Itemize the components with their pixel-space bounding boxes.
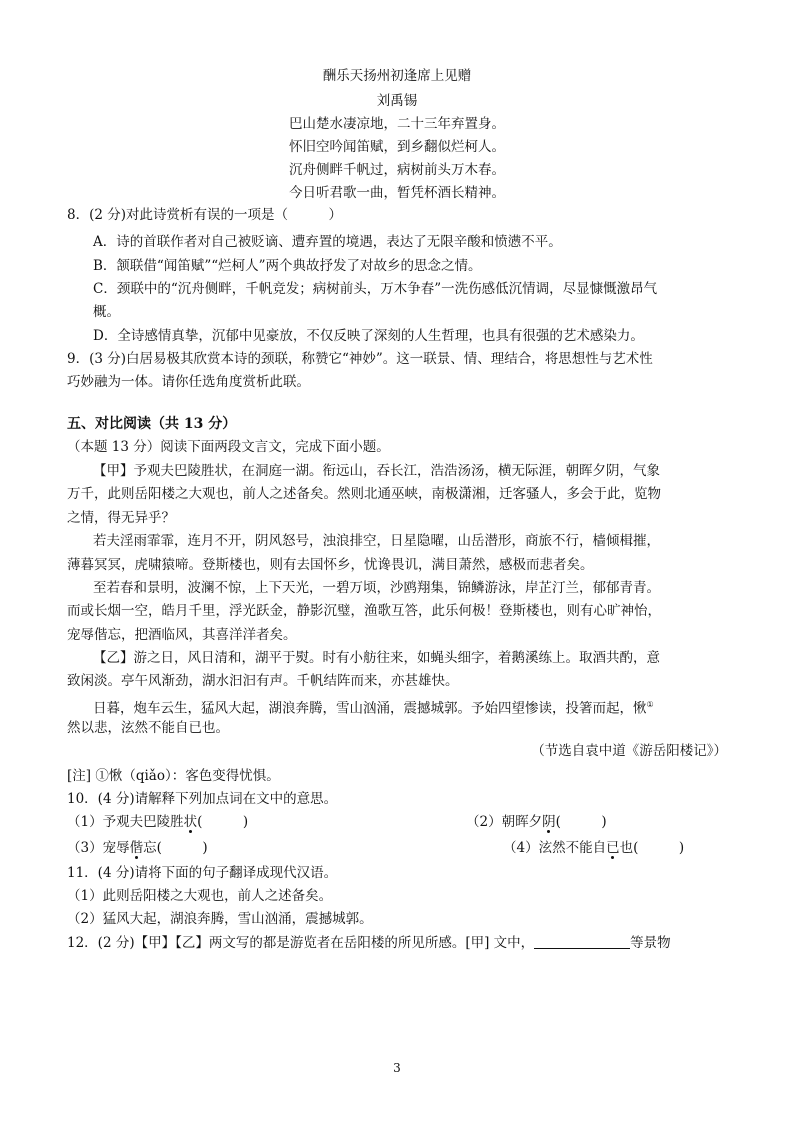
yi-text: 致闲淡。亭午风渐劲，湖水汩汩有声。千帆结阵而来，亦甚雄快。	[67, 673, 459, 689]
poem-author: 刘禹锡	[376, 93, 418, 109]
q10-item-2: （2）朝晖夕阴( )	[466, 814, 607, 830]
passage-source: （节选自袁中道《游岳阳楼记》）	[531, 743, 727, 759]
jia-text: 之情，得无异乎？	[67, 510, 175, 526]
jia-text: 若夫淫雨霏霏，连月不开，阴风怒号，浊浪排空，日星隐曜，山岳潜形，商旅不行，樯倾楫摧，	[93, 533, 660, 549]
poem-line: 巴山楚水凄凉地，二十三年弃置身。	[289, 116, 505, 132]
q10-item-4: （4）泫然不能自已也( )	[503, 840, 685, 856]
jia-text: 【甲】予观夫巴陵胜状，在洞庭一湖。衔远山，吞长江，浩浩汤汤，横无际涯，朝晖夕阴，气象	[93, 463, 660, 479]
q8-option-a: A．诗的首联作者对自己被贬谪、遭弃置的境遇，表达了无限辛酸和愤懑不平。	[93, 234, 562, 250]
dotted-char: 状	[183, 814, 198, 830]
page-number: 3	[393, 1061, 401, 1075]
q8-stem: 8．(2 分)对此诗赏析有误的一项是（ ）	[67, 207, 343, 223]
jia-text: 至若春和景明，波澜不惊，上下天光，一碧万顷，沙鸥翔集，锦鳞游泳，岸芷汀兰，郁郁青青。	[93, 580, 660, 596]
poem-line: 怀旧空吟闻笛赋，到乡翻似烂柯人。	[289, 139, 505, 155]
q8-option-b: B．颔联借“闻笛赋”“烂柯人”两个典故抒发了对故乡的思念之情。	[93, 258, 482, 274]
dotted-char: 阴	[542, 814, 556, 830]
jia-text: 万千，此则岳阳楼之大观也，前人之述备矣。然则北通巫峡，南极潇湘，迁客骚人，多会于此，览物	[67, 486, 661, 502]
q12-stem: 12．(2 分)【甲】【乙】两文写的都是游览者在岳阳楼的所见所感。[甲] 文中， 等景物	[67, 935, 671, 951]
q8-option-c-cont: 概。	[93, 304, 120, 320]
jia-text: 而或长烟一空，皓月千里，浮光跃金，静影沉璧，渔歌互答，此乐何极！登斯楼也，则有心旷神怡，	[67, 603, 661, 619]
poem-line: 沉舟侧畔千帆过，病树前头万木春。	[289, 162, 505, 178]
section-heading: 五、对比阅读（共 13 分）	[67, 416, 237, 432]
dotted-char: 偕	[129, 840, 144, 856]
q11-stem: 11．(4 分)请将下面的句子翻译成现代汉语。	[67, 865, 338, 881]
q10-item-1: （1）予观夫巴陵胜状( )	[67, 814, 249, 830]
q9-stem: 9．(3 分)白居易极其欣赏本诗的颈联，称赞它“神妙”。这一联景、情、理结合，将思想性与艺术性	[67, 351, 653, 367]
q11-sentence-2: （2）猛风大起，湖浪奔腾，雪山汹涌，震撼城郭。	[67, 911, 373, 927]
footnote-marker: ①	[646, 700, 654, 709]
q10-item-3: （3）宠辱偕忘( )	[67, 840, 208, 856]
q10-stem: 10．(4 分)请解释下列加点词在文中的意思。	[67, 791, 338, 807]
q8-option-d: D．全诗感情真挚，沉郁中见豪放，不仅反映了深刻的人生哲理，也具有很强的艺术感染力。	[93, 328, 644, 344]
answer-blank[interactable]	[534, 934, 630, 949]
footnote: [注] ①愀（qiǎo）：客色变得忧惧。	[67, 768, 280, 784]
yi-text: 【乙】游之日，风日清和，湖平于熨。时有小舫往来，如蝇头细字，着鹅溪练上。取酒共酌，意	[93, 650, 660, 666]
q8-option-c: C．颈联中的“沉舟侧畔，千帆竞发；病树前头，万木争春”一洗伤感低沉情调，尽显慷慨激昂气	[93, 281, 658, 297]
q9-stem-cont: 巧妙融为一体。请你任选角度赏析此联。	[67, 374, 310, 390]
poem-line: 今日听君歌一曲，暂凭杯酒长精神。	[289, 185, 505, 201]
yi-text: 然以悲，泫然不能自已也。	[67, 720, 229, 736]
yi-text: 日暮，炮车云生，猛风大起，湖浪奔腾，雪山汹涌，震撼城郭。予始四望惨读，投箸而起，愀①	[93, 700, 654, 717]
poem-title: 酬乐天扬州初逢席上见赠	[322, 68, 472, 84]
section-intro: （本题 13 分）阅读下面两段文言文，完成下面小题。	[67, 439, 390, 455]
dotted-char: 已	[606, 840, 620, 856]
jia-text: 宠辱偕忘，把酒临风，其喜洋洋者矣。	[67, 627, 297, 643]
jia-text: 薄暮冥冥，虎啸猿啼。登斯楼也，则有去国怀乡，忧谗畏讥，满目萧然，感极而悲者矣。	[67, 557, 594, 573]
q11-sentence-1: （1）此则岳阳楼之大观也，前人之述备矣。	[67, 888, 333, 904]
